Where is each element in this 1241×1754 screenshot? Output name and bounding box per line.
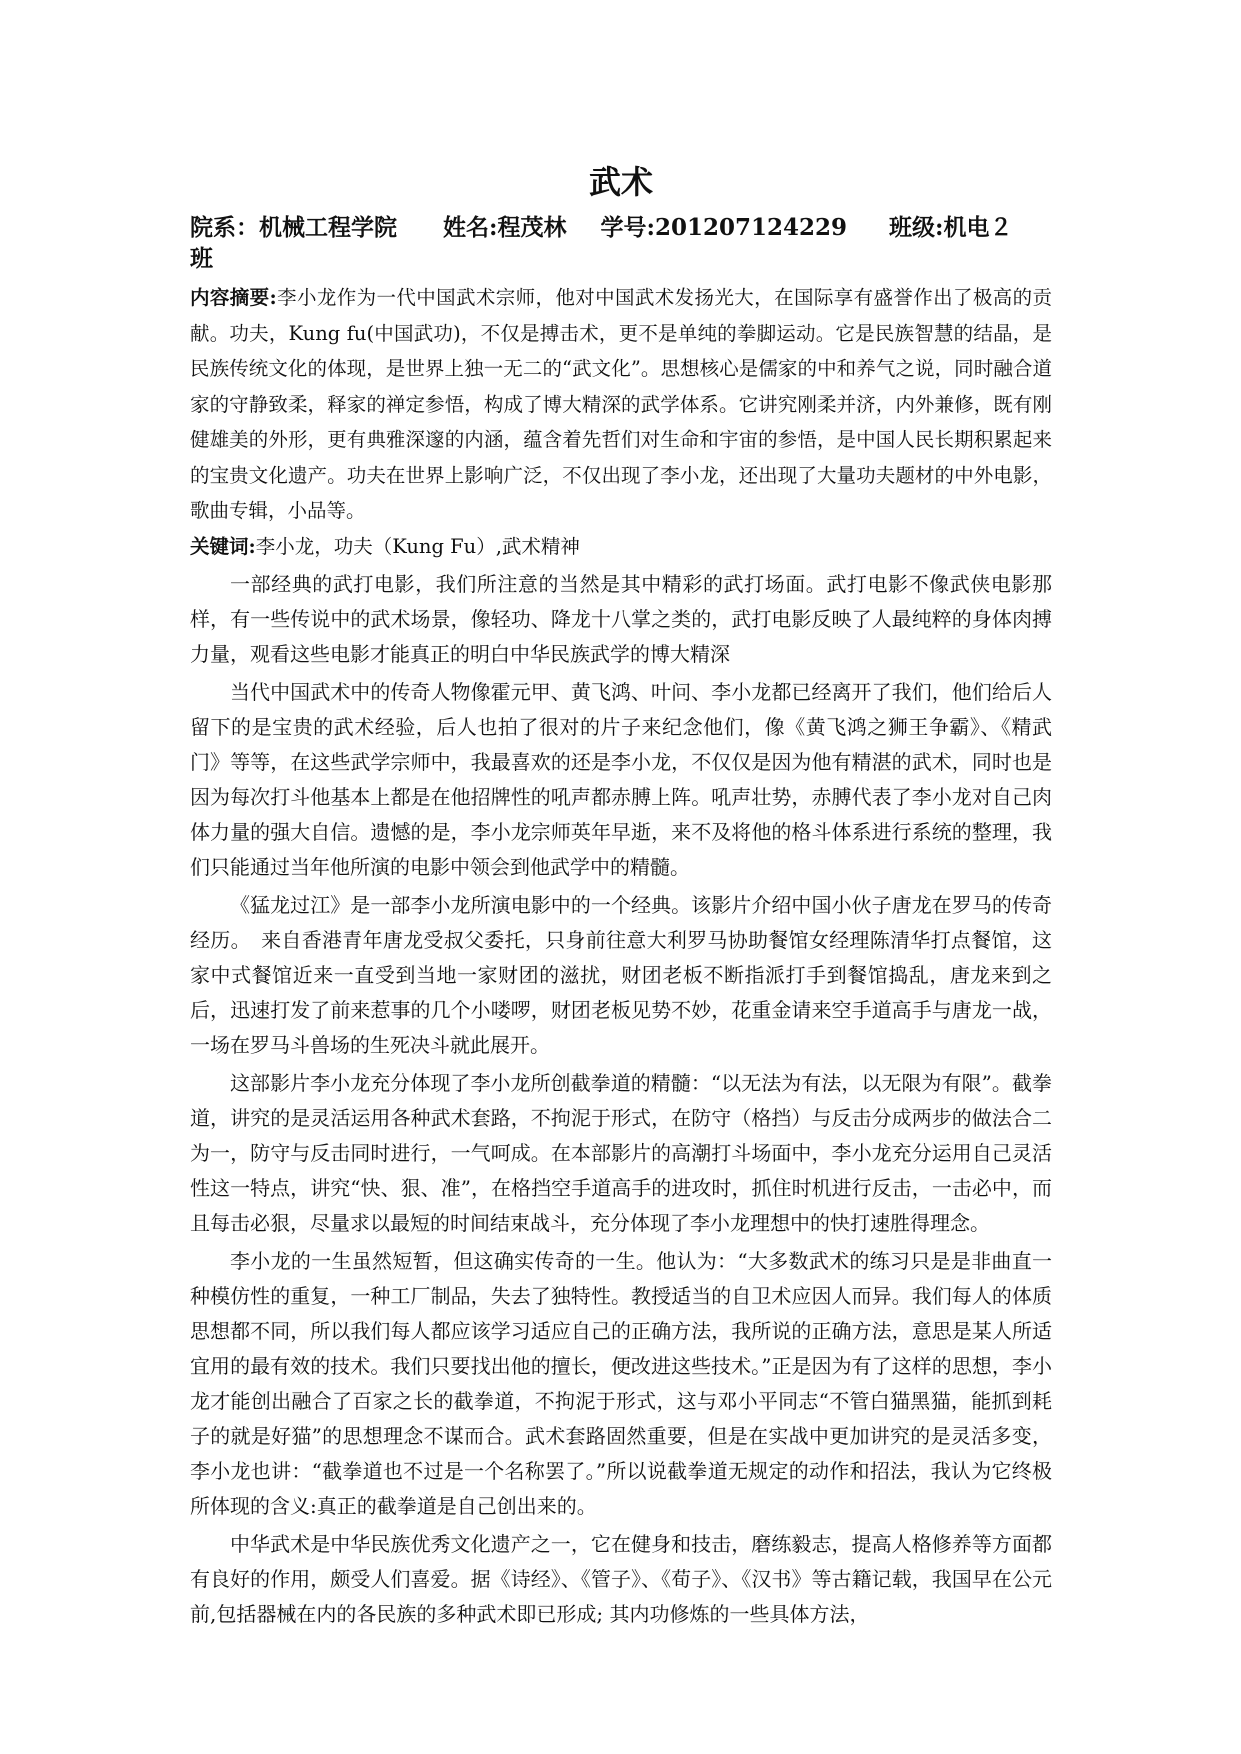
abstract-text: 李小龙作为一代中国武术宗师，他对中国武术发扬光大，在国际享有盛誉作出了极高的贡献。功夫，Kung fu(中国武功)，不仅是搏击术，更不是单纯的拳脚运动。它是民族智慧的结晶，是民族传统文化的体现，是世界上独一无二的“武文化”。思想核心是儒家的中和养气之说，同时融合道家的守静致柔，释家的禅定参悟，构成了博大精深的武学体系。它讲究刚柔并济，内外兼修，既有刚健雄美的外形，更有典雅深邃的内涵，蕴含着先哲们对生命和宇宙的参悟，是中国人民长期积累起来的宝贵文化遗产。功夫在世界上影响广泛，不仅出现了李小龙，还出现了大量功夫题材的中外电影，歌曲专辑，小品等。 — [190, 286, 1052, 522]
keywords-label: 关键词: — [190, 534, 256, 558]
body-paragraph-1: 一部经典的武打电影，我们所注意的当然是其中精彩的武打场面。武打电影不像武侠电影那样，有一些传说中的武术场景，像轻功、降龙十八掌之类的，武打电影反映了人最纯粹的身体肉搏力量，观看这些电影才能真正的明白中华民族武学的博大精深 — [190, 571, 1052, 666]
keywords-text: 李小龙，功夫（Kung Fu）,武术精神 — [255, 534, 580, 558]
student-id-field: 学号:201207124229 — [600, 214, 848, 241]
department-field: 院系：机械工程学院 — [190, 214, 397, 241]
body-paragraph-2: 当代中国武术中的传奇人物像霍元甲、黄飞鸿、叶问、李小龙都已经离开了我们，他们给后人留下的是宝贵的武术经验，后人也拍了很对的片子来纪念他们，像《黄飞鸿之狮王争霸》、《精武门》等等，在这些武学宗师中，我最喜欢的还是李小龙，不仅仅是因为他有精湛的武术，同时也是因为每次打斗他基本上都是在他招牌性的吼声都赤膊上阵。吼声壮势，赤膊代表了李小龙对自己肉体力量的强大自信。遗憾的是，李小龙宗师英年早逝，来不及将他的格斗体系进行系统的整理，我们只能通过当年他所演的电影中领会到他武学中的精髓。 — [190, 679, 1052, 879]
document-title: 武术 — [588, 163, 653, 201]
document-page — [190, 160, 1052, 1635]
body-paragraph-5: 李小龙的一生虽然短暂，但这确实传奇的一生。他认为：“大多数武术的练习只是是非曲直一种模仿性的重复，一种工厂制品，失去了独特性。教授适当的自卫术应因人而异。我们每人的体质思想都不同，所以我们每人都应该学习适应自己的正确方法，我所说的正确方法，意思是某人所适宜用的最有效的技术。我们只要找出他的擅长，便改进这些技术。”正是因为有了这样的思想，李小龙才能创出融合了百家之长的截拳道，不拘泥于形式，这与邓小平同志“不管白猫黑猫，能抓到耗子的就是好猫”的思想理念不谋而合。武术套路固然重要，但是在实战中更加讲究的是灵活多变，李小龙也讲：“截拳道也不过是一个名称罢了。”所以说截拳道无规定的动作和招法，我认为它终极所体现的含义:真正的截拳道是自己创出来的。 — [190, 1248, 1052, 1518]
author-info-line — [190, 212, 1052, 243]
abstract-label: 内容摘要: — [190, 286, 277, 309]
body-paragraph-3: 《猛龙过江》是一部李小龙所演电影中的一个经典。该影片介绍中国小伙子唐龙在罗马的传奇经历。 来自香港青年唐龙受叔父委托，只身前往意大利罗马协助餐馆女经理陈清华打点餐馆，这家中式餐馆近来一直受到当地一家财团的滋扰，财团老板不断指派打手到餐馆捣乱，唐龙来到之后，迅速打发了前来惹事的几个小喽啰，财团老板见势不妙，花重金请来空手道高手与唐龙一战，一场在罗马斗兽场的生死决斗就此展开。 — [190, 892, 1052, 1057]
class-field-continuation: 班 — [190, 245, 213, 272]
abstract — [190, 280, 1052, 529]
body-paragraph-6: 中华武术是中华民族优秀文化遗产之一，它在健身和技击，磨练毅志，提高人格修养等方面都有良好的作用，颇受人们喜爱。据《诗经》、《管子》、《荀子》、《汉书》等古籍记载，我国早在公元前,包括器械在内的各民族的多种武术即已形成; 其内功修炼的一些具体方法， — [190, 1531, 1052, 1626]
class-field: 班级:机电２ — [889, 214, 1013, 241]
name-field: 姓名:程茂林 — [443, 214, 567, 241]
keywords — [190, 531, 1052, 563]
body-paragraph-4: 这部影片李小龙充分体现了李小龙所创截拳道的精髓：“以无法为有法，以无限为有限”。截拳道，讲究的是灵活运用各种武术套路，不拘泥于形式，在防守（格挡）与反击分成两步的做法合二为一，防守与反击同时进行，一气呵成。在本部影片的高潮打斗场面中，李小龙充分运用自己灵活性这一特点，讲究“快、狠、准”，在格挡空手道高手的进攻时，抓住时机进行反击，一击必中，而且每击必狠，尽量求以最短的时间结束战斗，充分体现了李小龙理想中的快打速胜得理念。 — [190, 1070, 1052, 1235]
